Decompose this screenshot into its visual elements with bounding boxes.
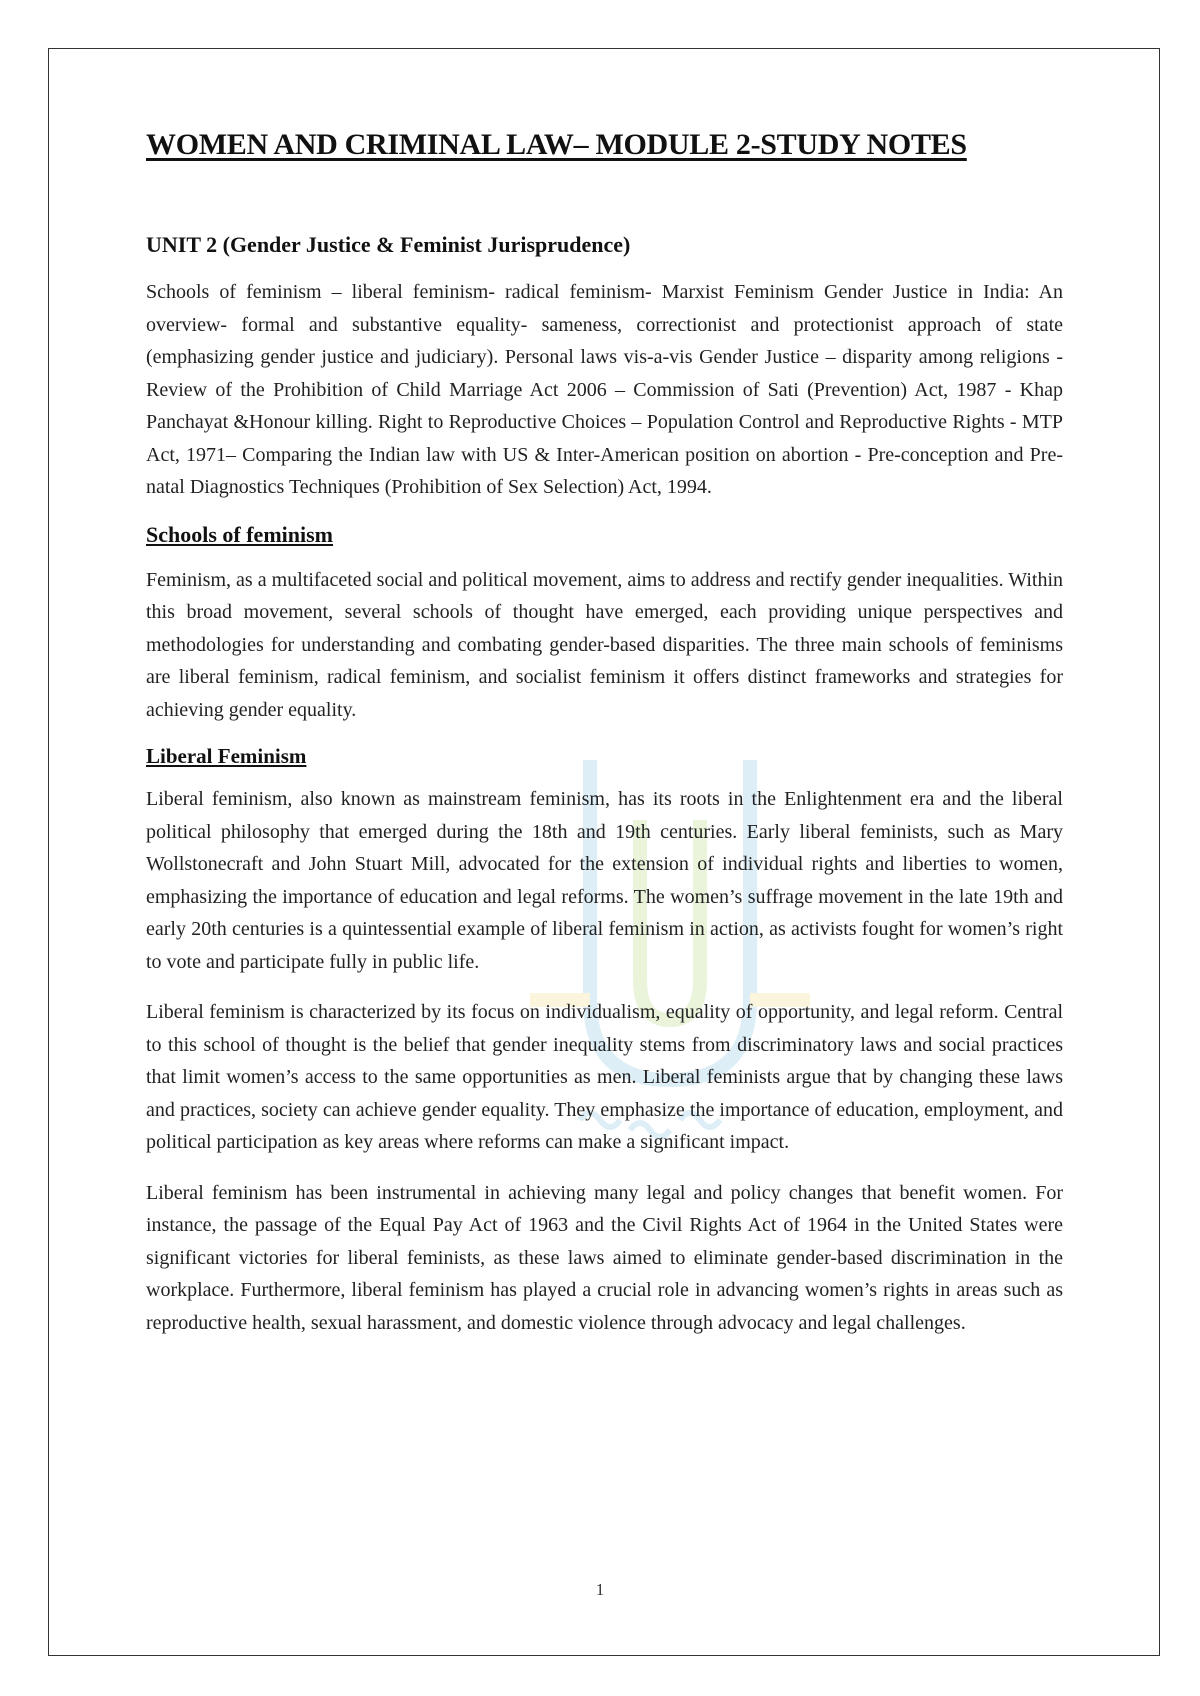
document-title: WOMEN AND CRIMINAL LAW– MODULE 2-STUDY NOTES	[146, 128, 967, 161]
body-paragraph: Liberal feminism has been instrumental in achieving many legal and policy changes that benefit women. For instance, the passage of the Equal Pay Act of 1963 and the Civil Rights Act of 1964 in the United States were significant victories for liberal feminists, as these laws aimed to eliminate gender-based discrimination in the workplace. Furthermore, liberal feminism has played a crucial role in advancing women’s rights in areas such as reproductive health, sexual harassment, and domestic violence through advocacy and legal challenges.	[146, 1181, 1063, 1334]
page-number: 1	[595, 1580, 605, 1599]
unit-heading: UNIT 2 (Gender Justice & Feminist Jurisprudence)	[146, 232, 631, 257]
subsection-heading: Liberal Feminism	[146, 744, 307, 768]
section-heading: Schools of feminism	[146, 521, 333, 547]
body-paragraph: Liberal feminism, also known as mainstream feminism, has its roots in the Enlightenment era and the liberal political philosophy that emerged during the 18th and 19th centuries. Early liberal feminists, such as Mary Wollstonecraft and John Stuart Mill, advocated for the extension of individual rights and liberties to women, emphasizing the importance of education and legal reforms. The women’s suffrage movement in the late 19th and early 20th centuries is a quintessential example of liberal feminism in action, as activists fought for women’s right to vote and participate fully in public life.	[146, 788, 1063, 973]
syllabus-paragraph: Schools of feminism – liberal feminism- radical feminism- Marxist Feminism Gender Justice in India: An overview- formal and substantive equality- sameness, correctionist and protectionist approach of state (emphasizing gender justice and judiciary). Personal laws vis-a-vis Gender Justice – disparity among religions -Review of the Prohibition of Child Marriage Act 2006 – Commission of Sati (Prevention) Act, 1987 - Khap Panchayat &Honour killing. Right to Reproductive Choices – Population Control and Reproductive Rights - MTP Act, 1971– Comparing the Indian law with US & Inter-American position on abortion - Pre-conception and Pre-natal Diagnostics Techniques (Prohibition of Sex Selection) Act, 1994.	[146, 281, 1063, 498]
body-paragraph: Liberal feminism is characterized by its focus on individualism, equality of opportunity, and legal reform. Central to this school of thought is the belief that gender inequality stems from discriminatory laws and social practices that limit women’s access to the same opportunities as men. Liberal feminists argue that by changing these laws and practices, society can achieve gender equality. They emphasize the importance of education, employment, and political participation as key areas where reforms can make a significant impact.	[146, 1001, 1063, 1153]
section-intro-paragraph: Feminism, as a multifaceted social and political movement, aims to address and rectify gender inequalities. Within this broad movement, several schools of thought have emerged, each providing unique perspectives and methodologies for understanding and combating gender-based disparities. The three main schools of feminisms are liberal feminism, radical feminism, and socialist feminism it offers distinct frameworks and strategies for achieving gender equality.	[146, 568, 1063, 721]
document-body	[146, 128, 1063, 1357]
